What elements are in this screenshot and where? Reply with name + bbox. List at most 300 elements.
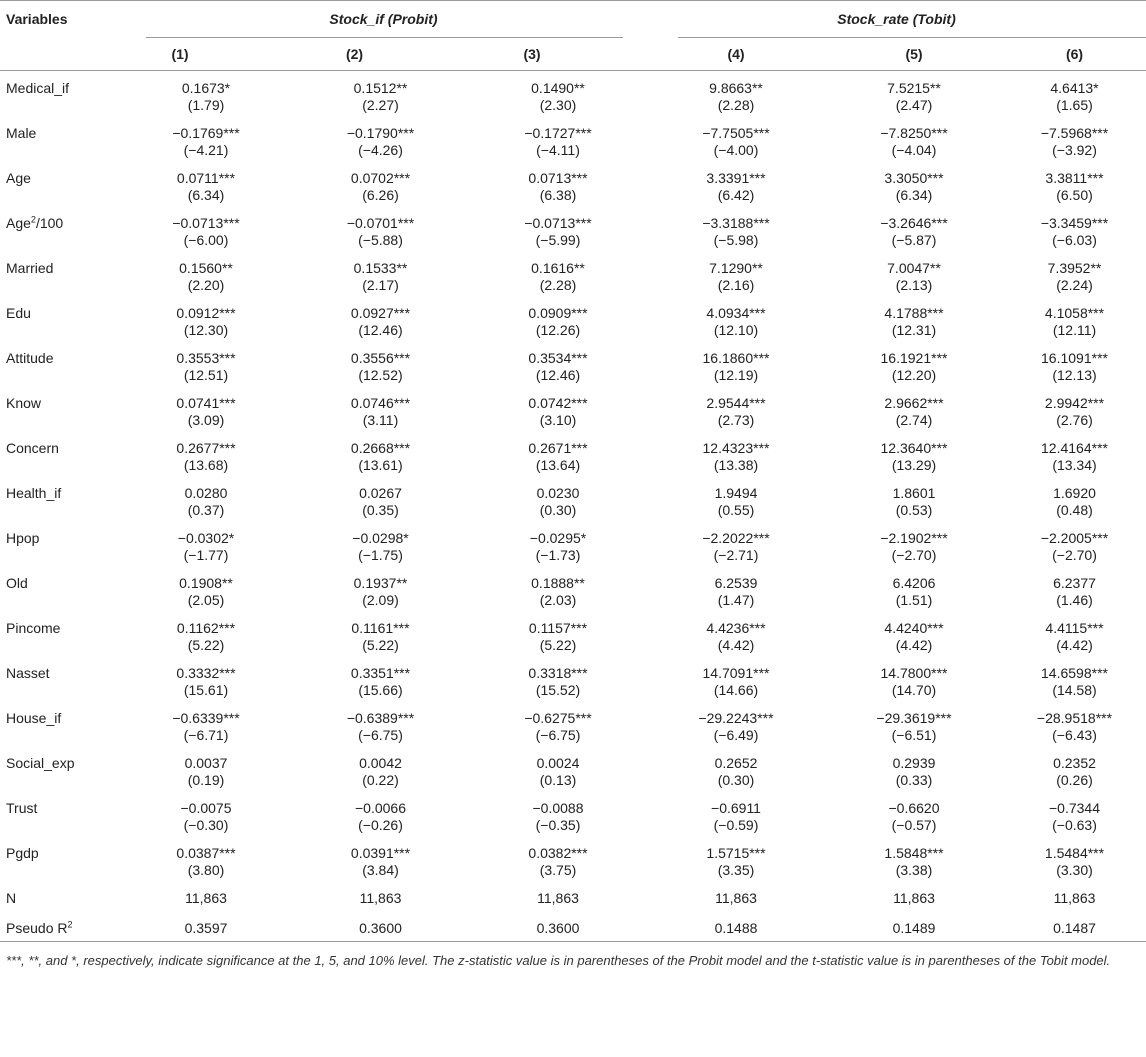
statistic-cell: (2.73) xyxy=(717,412,755,428)
coefficient-cell: 9.8663** xyxy=(709,80,763,96)
variable-name xyxy=(0,566,120,611)
statistic-cell: (1.79) xyxy=(187,97,225,113)
coefficient-cell: 4.4115*** xyxy=(1045,620,1104,636)
table-row xyxy=(0,431,1146,457)
variable-label: Hpop xyxy=(6,530,40,546)
coefficient-cell: −0.0295* xyxy=(529,530,587,546)
variable-label: House_if xyxy=(6,710,62,726)
coefficient-cell: 0.0702*** xyxy=(350,170,411,186)
variable-name xyxy=(0,701,120,746)
coefficient-cell: 4.1788*** xyxy=(884,305,944,321)
coefficient-cell: 0.1162*** xyxy=(176,620,236,636)
statistic-cell: (−3.92) xyxy=(1052,142,1097,158)
table-row-stat xyxy=(0,322,1146,341)
group2-name: Stock_rate xyxy=(837,10,909,27)
variable-label: Social_exp xyxy=(6,755,75,771)
statistic-cell: (13.68) xyxy=(183,457,229,473)
coefficient-cell: 0.0387*** xyxy=(176,845,236,861)
column-header: (5) xyxy=(905,45,923,62)
coefficient-cell: 0.0912*** xyxy=(176,305,236,321)
coefficient-cell: 14.7800*** xyxy=(880,665,948,681)
statistic-cell: (−0.35) xyxy=(535,817,581,833)
coefficient-cell: 4.6413* xyxy=(1050,80,1099,96)
statistic-cell: (12.26) xyxy=(535,322,581,338)
statistic-cell: (14.70) xyxy=(891,682,937,698)
summary-value-cell: 11,863 xyxy=(893,890,935,906)
coefficient-cell: 16.1091*** xyxy=(1041,350,1108,366)
coefficient-cell: 0.3332*** xyxy=(176,665,236,681)
coefficient-cell: −0.6339*** xyxy=(172,710,240,726)
table-row-stat xyxy=(0,862,1146,881)
statistic-cell: (−5.87) xyxy=(891,232,937,248)
statistic-cell: (4.42) xyxy=(717,637,755,653)
coefficient-cell: 6.2539 xyxy=(714,575,758,591)
coefficient-cell: −0.0701*** xyxy=(346,215,415,231)
statistic-cell: (−4.11) xyxy=(536,142,580,158)
summary-value-cell: 0.1488 xyxy=(714,920,758,936)
statistic-cell: (12.31) xyxy=(891,322,937,338)
statistic-cell: (12.11) xyxy=(1052,322,1097,338)
coefficient-cell: −0.0713*** xyxy=(172,215,240,231)
statistic-cell: (−4.26) xyxy=(358,142,403,158)
statistic-cell: (−0.30) xyxy=(183,817,229,833)
statistic-cell: (5.22) xyxy=(362,637,399,653)
table-row-stat xyxy=(0,592,1146,611)
table-row xyxy=(0,116,1146,142)
statistic-cell: (2.16) xyxy=(717,277,755,293)
table-row xyxy=(0,206,1146,232)
statistic-cell: (0.33) xyxy=(895,772,933,788)
coefficient-cell: 7.0047** xyxy=(887,260,941,276)
coefficient-cell: 0.0037 xyxy=(184,755,228,771)
statistic-cell: (0.37) xyxy=(187,502,225,518)
coefficient-cell: 0.3351*** xyxy=(350,665,411,681)
coefficient-cell: 2.9662*** xyxy=(884,395,944,411)
table-row xyxy=(0,341,1146,367)
statistic-cell: (6.26) xyxy=(362,187,399,203)
statistic-cell: (−1.73) xyxy=(535,547,581,563)
statistic-cell: (12.52) xyxy=(358,367,403,383)
summary-value-cell: 11,863 xyxy=(537,890,579,906)
statistic-cell: (2.09) xyxy=(362,592,399,608)
statistic-cell: (2.27) xyxy=(362,97,399,113)
coefficient-cell: 0.2652 xyxy=(714,755,758,771)
statistic-cell: (3.11) xyxy=(362,412,399,428)
header-row-groups xyxy=(0,1,1146,37)
statistic-cell: (2.76) xyxy=(1056,412,1093,428)
statistic-cell: (2.47) xyxy=(895,97,933,113)
coefficient-cell: 16.1860*** xyxy=(702,350,770,366)
table-row-stat xyxy=(0,637,1146,656)
table-row xyxy=(0,251,1146,277)
statistic-cell: (−6.71) xyxy=(183,727,229,743)
coefficient-cell: −0.6620 xyxy=(888,800,940,816)
statistic-cell: (13.29) xyxy=(891,457,937,473)
group-header-tobit: Stock_rate (Tobit) xyxy=(837,10,956,27)
table-row xyxy=(0,746,1146,772)
statistic-cell: (12.19) xyxy=(713,367,759,383)
coefficient-cell: 0.2939 xyxy=(892,755,936,771)
coefficient-cell: 0.3556*** xyxy=(350,350,411,366)
statistic-cell: (−6.00) xyxy=(183,232,229,248)
coefficient-cell: 0.3534*** xyxy=(528,350,588,366)
coefficient-cell: 4.1058*** xyxy=(1044,305,1105,321)
variable-name xyxy=(0,611,120,656)
summary-value-cell: 0.3597 xyxy=(184,920,228,936)
coefficient-cell: 0.0742*** xyxy=(528,395,588,411)
coefficient-cell: 0.1888** xyxy=(531,575,585,591)
coefficient-cell: 14.7091*** xyxy=(702,665,770,681)
coefficient-cell: −2.2022*** xyxy=(702,530,770,546)
coefficient-cell: −7.5968*** xyxy=(1040,125,1109,141)
statistic-cell: (−2.71) xyxy=(713,547,759,563)
statistic-cell: (2.17) xyxy=(362,277,399,293)
variable-label: Pincome xyxy=(6,620,61,636)
variable-label: Married xyxy=(6,260,54,276)
coefficient-cell: 0.0024 xyxy=(536,755,580,771)
variable-name xyxy=(0,206,120,251)
coefficient-cell: −29.3619*** xyxy=(876,710,952,726)
coefficient-cell: 16.1921*** xyxy=(880,350,948,366)
summary-value-cell: 0.3600 xyxy=(536,920,580,936)
coefficient-cell: −0.0075 xyxy=(180,800,232,816)
coefficient-cell: −0.0088 xyxy=(532,800,584,816)
coefficient-cell: 3.3811*** xyxy=(1045,170,1104,186)
coefficient-cell: 0.3553*** xyxy=(176,350,236,366)
summary-row xyxy=(0,911,1146,942)
coefficient-cell: 7.3952** xyxy=(1047,260,1102,276)
summary-label-text: Pseudo R xyxy=(6,920,68,936)
summary-value-cell: 0.1487 xyxy=(1053,920,1096,936)
statistic-cell: (−6.03) xyxy=(1052,232,1097,248)
coefficient-cell: −0.6389*** xyxy=(346,710,415,726)
coefficient-cell: 2.9544*** xyxy=(706,395,766,411)
statistic-cell: (3.30) xyxy=(1056,862,1093,878)
coefficient-cell: 0.1157*** xyxy=(528,620,588,636)
statistic-cell: (−2.70) xyxy=(891,547,937,563)
statistic-cell: (3.75) xyxy=(539,862,577,878)
statistic-cell: (3.38) xyxy=(895,862,933,878)
table-row xyxy=(0,161,1146,187)
statistic-cell: (0.30) xyxy=(539,502,577,518)
statistic-cell: (−6.49) xyxy=(713,727,759,743)
coefficient-cell: −28.9518*** xyxy=(1036,710,1113,726)
coefficient-cell: −0.7344 xyxy=(1049,800,1100,816)
statistic-cell: (15.66) xyxy=(358,682,403,698)
coefficient-cell: 1.5715*** xyxy=(706,845,766,861)
variable-suffix: /100 xyxy=(35,215,64,231)
statistic-cell: (6.38) xyxy=(539,187,577,203)
coefficient-cell: −0.6275*** xyxy=(524,710,592,726)
statistic-cell: (−4.04) xyxy=(891,142,937,158)
column-header: (1) xyxy=(171,45,189,62)
summary-value-cell: 11,863 xyxy=(715,890,757,906)
table-row-stat xyxy=(0,502,1146,521)
coefficient-cell: 0.0713*** xyxy=(528,170,588,186)
statistic-cell: (0.55) xyxy=(717,502,755,518)
group2-model: Tobit xyxy=(917,10,952,27)
statistic-cell: (−0.26) xyxy=(358,817,403,833)
coefficient-cell: 14.6598*** xyxy=(1041,665,1108,681)
coefficient-cell: 0.0230 xyxy=(536,485,580,501)
coefficient-cell: 1.9494 xyxy=(714,485,758,501)
coefficient-cell: 1.5484*** xyxy=(1044,845,1105,861)
coefficient-cell: 1.5848*** xyxy=(884,845,944,861)
coefficient-cell: 4.4236*** xyxy=(706,620,766,636)
statistic-cell: (2.03) xyxy=(539,592,577,608)
table-row-stat xyxy=(0,187,1146,206)
summary-label xyxy=(0,911,120,942)
coefficient-cell: 0.3318*** xyxy=(528,665,588,681)
statistic-cell: (−2.70) xyxy=(1052,547,1097,563)
statistic-cell: (0.53) xyxy=(895,502,933,518)
table-row-stat xyxy=(0,142,1146,161)
statistic-cell: (12.13) xyxy=(1052,367,1097,383)
variable-name xyxy=(0,386,120,431)
table-row xyxy=(0,656,1146,682)
coefficient-cell: 0.0746*** xyxy=(350,395,411,411)
variable-label: Edu xyxy=(6,305,31,321)
statistic-cell: (13.34) xyxy=(1052,457,1097,473)
statistic-cell: (0.30) xyxy=(717,772,755,788)
summary-row xyxy=(0,881,1146,911)
table-row-stat xyxy=(0,682,1146,701)
variable-name xyxy=(0,521,120,566)
statistic-cell: (12.20) xyxy=(891,367,937,383)
table-body xyxy=(0,71,1146,943)
statistic-cell: (0.26) xyxy=(1056,772,1093,788)
variable-label: Trust xyxy=(6,800,38,816)
coefficient-cell: 6.2377 xyxy=(1053,575,1096,591)
coefficient-cell: 1.8601 xyxy=(892,485,936,501)
statistic-cell: (3.84) xyxy=(362,862,399,878)
statistic-cell: (−4.00) xyxy=(713,142,759,158)
statistic-cell: (13.64) xyxy=(535,457,581,473)
coefficient-cell: −0.0302* xyxy=(177,530,235,546)
statistic-cell: (−6.51) xyxy=(891,727,937,743)
summary-value-cell: 11,863 xyxy=(1053,890,1096,906)
coefficient-cell: 0.1673* xyxy=(181,80,231,96)
coefficient-cell: 0.1560** xyxy=(179,260,233,276)
group1-name: Stock_if xyxy=(329,10,384,27)
variable-superscript: 2 xyxy=(30,214,36,225)
statistic-cell: (14.58) xyxy=(1052,682,1097,698)
coefficient-cell: 2.9942*** xyxy=(1044,395,1105,411)
variable-name xyxy=(0,116,120,161)
summary-value-cell: 11,863 xyxy=(359,890,402,906)
coefficient-cell: 0.2677*** xyxy=(176,440,236,456)
variable-name xyxy=(0,251,120,296)
coefficient-cell: −0.0713*** xyxy=(524,215,592,231)
statistic-cell: (15.61) xyxy=(183,682,229,698)
variable-name xyxy=(0,71,120,117)
variable-label: Concern xyxy=(6,440,59,456)
statistic-cell: (1.47) xyxy=(717,592,755,608)
statistic-cell: (1.51) xyxy=(895,592,933,608)
table-row-stat xyxy=(0,367,1146,386)
coefficient-cell: 12.3640*** xyxy=(880,440,948,456)
statistic-cell: (−1.77) xyxy=(183,547,229,563)
coefficient-cell: 7.5215** xyxy=(887,80,941,96)
summary-label-text: N xyxy=(6,890,17,906)
statistic-cell: (−0.63) xyxy=(1052,817,1097,833)
column-header: (2) xyxy=(345,45,364,62)
table-row xyxy=(0,386,1146,412)
statistic-cell: (3.10) xyxy=(539,412,577,428)
statistic-cell: (0.35) xyxy=(362,502,399,518)
coefficient-cell: 0.0927*** xyxy=(350,305,411,321)
coefficient-cell: 4.4240*** xyxy=(884,620,944,636)
statistic-cell: (0.48) xyxy=(1056,502,1093,518)
table-row-stat xyxy=(0,232,1146,251)
statistic-cell: (4.42) xyxy=(1056,637,1093,653)
statistic-cell: (13.61) xyxy=(358,457,403,473)
statistic-cell: (3.80) xyxy=(187,862,225,878)
variable-label: Health_if xyxy=(6,485,62,501)
statistic-cell: (1.46) xyxy=(1056,592,1093,608)
coefficient-cell: 0.0267 xyxy=(359,485,402,501)
statistic-cell: (−0.59) xyxy=(713,817,759,833)
statistic-cell: (5.22) xyxy=(187,637,225,653)
variable-name xyxy=(0,746,120,791)
coefficient-cell: 0.0391*** xyxy=(350,845,411,861)
statistic-cell: (2.20) xyxy=(187,277,225,293)
statistic-cell: (1.65) xyxy=(1056,97,1093,113)
coefficient-cell: −29.2243*** xyxy=(698,710,774,726)
coefficient-cell: 12.4164*** xyxy=(1041,440,1108,456)
coefficient-cell: 0.2671*** xyxy=(528,440,588,456)
coefficient-cell: 4.0934*** xyxy=(706,305,766,321)
variable-label: Pgdp xyxy=(6,845,39,861)
variable-label: Old xyxy=(6,575,28,591)
table-row xyxy=(0,71,1146,98)
table-row-stat xyxy=(0,412,1146,431)
statistic-cell: (15.52) xyxy=(535,682,581,698)
table-row xyxy=(0,296,1146,322)
statistic-cell: (2.28) xyxy=(539,277,577,293)
statistic-cell: (2.05) xyxy=(187,592,225,608)
coefficient-cell: 0.1908** xyxy=(179,575,233,591)
summary-label-superscript: 2 xyxy=(67,919,73,930)
statistic-cell: (12.46) xyxy=(358,322,403,338)
coefficient-cell: 0.0909*** xyxy=(528,305,588,321)
statistic-cell: (6.42) xyxy=(717,187,755,203)
variable-name xyxy=(0,161,120,206)
statistic-cell: (−1.75) xyxy=(358,547,403,563)
statistic-cell: (−5.88) xyxy=(358,232,403,248)
coefficient-cell: 0.0280 xyxy=(184,485,228,501)
variable-label: Medical_if xyxy=(6,80,70,96)
statistic-cell: (3.09) xyxy=(187,412,225,428)
coefficient-cell: 0.1533** xyxy=(353,260,408,276)
table-row xyxy=(0,611,1146,637)
table-row xyxy=(0,791,1146,817)
variable-name xyxy=(0,836,120,881)
statistic-cell: (3.35) xyxy=(717,862,755,878)
variable-label: Age xyxy=(6,170,31,186)
statistic-cell: (2.13) xyxy=(895,277,933,293)
statistic-cell: (−6.75) xyxy=(535,727,581,743)
variable-name xyxy=(0,296,120,341)
coefficient-cell: −2.2005*** xyxy=(1040,530,1109,546)
statistic-cell: (6.34) xyxy=(895,187,933,203)
coefficient-cell: 0.1937** xyxy=(353,575,408,591)
statistic-cell: (12.46) xyxy=(535,367,581,383)
coefficient-cell: 0.2352 xyxy=(1053,755,1096,771)
statistic-cell: (−5.98) xyxy=(713,232,759,248)
table-footnote: ***, **, and *, respectively, indicate significance at the 1, 5, and 10% level. The z-statistic value is in parentheses of the Probit model and the t-statistic value is in parentheses of the Tobit model. xyxy=(6,953,1111,968)
group-header-probit: Stock_if (Probit) xyxy=(329,10,438,27)
statistic-cell: (−4.21) xyxy=(183,142,229,158)
statistic-cell: (6.50) xyxy=(1056,187,1093,203)
coefficient-cell: −0.0298* xyxy=(352,530,409,546)
table-row-stat xyxy=(0,547,1146,566)
table-row-stat xyxy=(0,772,1146,791)
table-row-stat xyxy=(0,457,1146,476)
coefficient-cell: −7.8250*** xyxy=(880,125,948,141)
coefficient-cell: −0.6911 xyxy=(711,800,761,816)
variable-label: Attitude xyxy=(6,350,54,366)
coefficient-cell: 3.3391*** xyxy=(706,170,766,186)
statistic-cell: (12.51) xyxy=(183,367,229,383)
table-row-stat xyxy=(0,817,1146,836)
variable-label: Male xyxy=(6,125,37,141)
table-row xyxy=(0,521,1146,547)
coefficient-cell: 0.0711*** xyxy=(176,170,236,186)
header-row-columns xyxy=(0,37,1146,70)
statistic-cell: (0.19) xyxy=(187,772,225,788)
coefficient-cell: −2.1902*** xyxy=(880,530,948,546)
table-row-stat xyxy=(0,727,1146,746)
column-header: (3) xyxy=(523,45,541,62)
table-header xyxy=(0,1,1146,71)
table-row xyxy=(0,836,1146,862)
summary-value-cell: 0.1489 xyxy=(892,920,936,936)
table-row xyxy=(0,476,1146,502)
statistic-cell: (14.66) xyxy=(713,682,759,698)
coefficient-cell: −3.2646*** xyxy=(880,215,948,231)
statistic-cell: (13.38) xyxy=(713,457,759,473)
statistic-cell: (2.28) xyxy=(717,97,755,113)
coefficient-cell: −0.1790*** xyxy=(346,125,415,141)
column-header: (4) xyxy=(727,45,745,62)
table-row-stat xyxy=(0,277,1146,296)
variables-header: Variables xyxy=(6,10,68,27)
coefficient-cell: −0.1727*** xyxy=(524,125,592,141)
variable-name xyxy=(0,431,120,476)
coefficient-cell: −0.0066 xyxy=(355,800,406,816)
coefficient-cell: 0.0741*** xyxy=(176,395,236,411)
statistic-cell: (4.42) xyxy=(895,637,933,653)
variable-name xyxy=(0,341,120,386)
coefficient-cell: −0.1769*** xyxy=(172,125,240,141)
table-row xyxy=(0,701,1146,727)
statistic-cell: (−0.57) xyxy=(891,817,937,833)
variable-label: Age xyxy=(6,215,31,231)
coefficient-cell: −3.3459*** xyxy=(1040,215,1109,231)
coefficient-cell: 0.0382*** xyxy=(528,845,588,861)
coefficient-cell: 0.1616** xyxy=(531,260,585,276)
statistic-cell: (2.30) xyxy=(539,97,577,113)
statistic-cell: (0.13) xyxy=(539,772,577,788)
statistic-cell: (0.22) xyxy=(362,772,399,788)
table-row xyxy=(0,566,1146,592)
coefficient-cell: 7.1290** xyxy=(709,260,763,276)
statistic-cell: (2.74) xyxy=(895,412,933,428)
coefficient-cell: −7.7505*** xyxy=(702,125,770,141)
coefficient-cell: 1.6920 xyxy=(1053,485,1096,501)
statistic-cell: (12.30) xyxy=(183,322,229,338)
